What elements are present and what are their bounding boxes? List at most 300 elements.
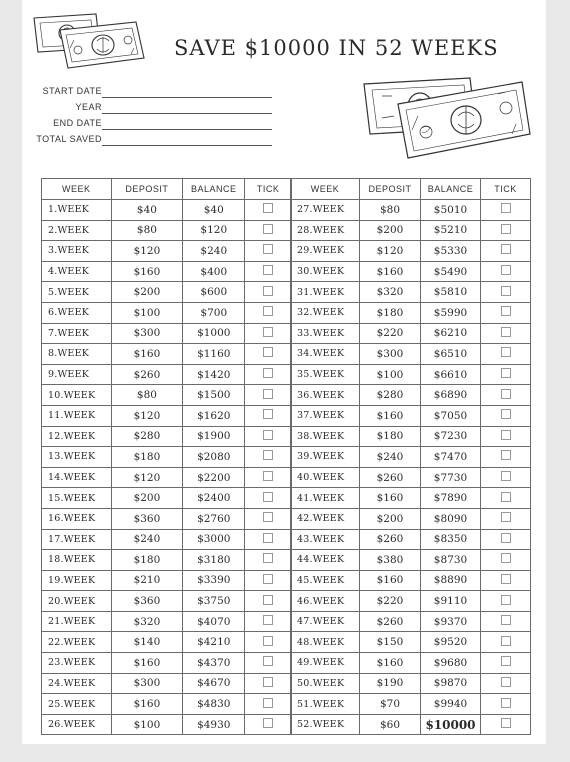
- tick-checkbox[interactable]: [263, 574, 273, 584]
- table-row: [42, 467, 292, 488]
- tick-checkbox[interactable]: [501, 389, 511, 399]
- tick-cell: [481, 220, 531, 241]
- tick-checkbox[interactable]: [501, 450, 511, 460]
- tick-cell: [245, 447, 292, 468]
- balance-cell: $9370: [421, 611, 481, 632]
- table-row: [42, 261, 292, 282]
- week-cell: 25.WEEK: [42, 694, 112, 715]
- tick-cell: [481, 385, 531, 406]
- tick-checkbox[interactable]: [263, 595, 273, 605]
- deposit-header: DEPOSIT: [111, 179, 183, 200]
- tick-cell: [245, 323, 292, 344]
- tick-checkbox[interactable]: [263, 450, 273, 460]
- deposit-cell: $360: [111, 508, 183, 529]
- tick-cell: [245, 694, 292, 715]
- tick-checkbox[interactable]: [501, 574, 511, 584]
- balance-cell: $600: [183, 282, 245, 303]
- tick-checkbox[interactable]: [263, 718, 273, 728]
- balance-cell: $9520: [421, 632, 481, 653]
- deposit-cell: $160: [111, 261, 183, 282]
- deposit-cell: $300: [111, 323, 183, 344]
- tick-checkbox[interactable]: [263, 512, 273, 522]
- week-cell: 52.WEEK: [291, 714, 360, 735]
- tick-checkbox[interactable]: [501, 327, 511, 337]
- balance-cell: $1160: [183, 344, 245, 365]
- week-cell: 9.WEEK: [42, 364, 112, 385]
- deposit-cell: $160: [360, 261, 421, 282]
- week-cell: 20.WEEK: [42, 591, 112, 612]
- table-row: [291, 694, 531, 715]
- tick-cell: [481, 282, 531, 303]
- weeks-1-26-table: [41, 178, 292, 735]
- balance-cell: $9940: [421, 694, 481, 715]
- week-cell: 24.WEEK: [42, 673, 112, 694]
- deposit-cell: $80: [111, 385, 183, 406]
- table-row: [291, 200, 531, 221]
- tick-checkbox[interactable]: [501, 306, 511, 316]
- table-row: [291, 653, 531, 674]
- balance-cell: $3180: [183, 550, 245, 571]
- week-cell: 7.WEEK: [42, 323, 112, 344]
- tick-checkbox[interactable]: [263, 409, 273, 419]
- deposit-header: DEPOSIT: [360, 179, 421, 200]
- table-row: [291, 488, 531, 509]
- deposit-cell: $160: [360, 570, 421, 591]
- deposit-cell: $180: [111, 447, 183, 468]
- tick-cell: [481, 673, 531, 694]
- balance-cell: $2400: [183, 488, 245, 509]
- week-cell: 49.WEEK: [291, 653, 360, 674]
- tick-cell: [481, 611, 531, 632]
- deposit-cell: $150: [360, 632, 421, 653]
- week-cell: 44.WEEK: [291, 550, 360, 571]
- tick-checkbox[interactable]: [263, 677, 273, 687]
- table-row: [42, 282, 292, 303]
- tick-cell: [481, 302, 531, 323]
- deposit-cell: $300: [111, 673, 183, 694]
- tick-checkbox[interactable]: [501, 368, 511, 378]
- week-cell: 2.WEEK: [42, 220, 112, 241]
- deposit-cell: $70: [360, 694, 421, 715]
- tick-checkbox[interactable]: [501, 656, 511, 666]
- table-row: [291, 570, 531, 591]
- week-cell: 47.WEEK: [291, 611, 360, 632]
- tick-checkbox[interactable]: [263, 389, 273, 399]
- week-cell: 1.WEEK: [42, 200, 112, 221]
- week-cell: 33.WEEK: [291, 323, 360, 344]
- deposit-cell: $280: [111, 426, 183, 447]
- deposit-cell: $220: [360, 323, 421, 344]
- table-row: [42, 220, 292, 241]
- tick-cell: [481, 323, 531, 344]
- tick-header: TICK: [245, 179, 292, 200]
- total-saved-line[interactable]: [102, 145, 272, 146]
- tick-cell: [481, 241, 531, 262]
- balance-cell: $7470: [421, 447, 481, 468]
- week-cell: 41.WEEK: [291, 488, 360, 509]
- week-cell: 6.WEEK: [42, 302, 112, 323]
- tick-cell: [481, 694, 531, 715]
- balance-cell: $4210: [183, 632, 245, 653]
- tick-checkbox[interactable]: [501, 224, 511, 234]
- tick-cell: [481, 570, 531, 591]
- balance-cell: $8350: [421, 529, 481, 550]
- tick-cell: [245, 714, 292, 735]
- tick-checkbox[interactable]: [263, 430, 273, 440]
- table-row: [42, 488, 292, 509]
- deposit-cell: $140: [111, 632, 183, 653]
- tick-checkbox[interactable]: [501, 471, 511, 481]
- deposit-cell: $60: [360, 714, 421, 735]
- table-row: [291, 364, 531, 385]
- week-cell: 37.WEEK: [291, 405, 360, 426]
- tick-cell: [481, 447, 531, 468]
- table-row: [42, 405, 292, 426]
- tick-checkbox[interactable]: [501, 347, 511, 357]
- table-row: [291, 591, 531, 612]
- table-row: [291, 344, 531, 365]
- balance-cell: $3390: [183, 570, 245, 591]
- balance-cell: $6210: [421, 323, 481, 344]
- start-date-line[interactable]: [102, 97, 272, 98]
- balance-cell: $120: [183, 220, 245, 241]
- week-cell: 39.WEEK: [291, 447, 360, 468]
- deposit-cell: $160: [111, 694, 183, 715]
- tick-cell: [245, 488, 292, 509]
- table-row: [291, 529, 531, 550]
- week-cell: 12.WEEK: [42, 426, 112, 447]
- week-cell: 14.WEEK: [42, 467, 112, 488]
- week-cell: 32.WEEK: [291, 302, 360, 323]
- tick-checkbox[interactable]: [501, 595, 511, 605]
- tick-checkbox[interactable]: [263, 327, 273, 337]
- tick-checkbox[interactable]: [263, 636, 273, 646]
- week-cell: 26.WEEK: [42, 714, 112, 735]
- tick-cell: [245, 385, 292, 406]
- deposit-cell: $280: [360, 385, 421, 406]
- week-cell: 40.WEEK: [291, 467, 360, 488]
- tick-cell: [481, 714, 531, 735]
- tick-cell: [245, 611, 292, 632]
- table-row: [291, 714, 531, 735]
- tick-checkbox[interactable]: [501, 718, 511, 728]
- table-row: [291, 467, 531, 488]
- table-row: [42, 447, 292, 468]
- week-cell: 21.WEEK: [42, 611, 112, 632]
- week-cell: 15.WEEK: [42, 488, 112, 509]
- week-cell: 8.WEEK: [42, 344, 112, 365]
- table-row: [42, 241, 292, 262]
- tick-checkbox[interactable]: [501, 698, 511, 708]
- tick-checkbox[interactable]: [501, 265, 511, 275]
- deposit-cell: $210: [111, 570, 183, 591]
- deposit-cell: $260: [111, 364, 183, 385]
- tick-checkbox[interactable]: [263, 244, 273, 254]
- week-cell: 22.WEEK: [42, 632, 112, 653]
- week-cell: 46.WEEK: [291, 591, 360, 612]
- table-header-row: [291, 179, 531, 200]
- balance-cell: $7050: [421, 405, 481, 426]
- balance-cell: $2760: [183, 508, 245, 529]
- deposit-cell: $120: [111, 405, 183, 426]
- deposit-cell: $320: [360, 282, 421, 303]
- week-header: WEEK: [42, 179, 112, 200]
- tick-checkbox[interactable]: [263, 471, 273, 481]
- tick-checkbox[interactable]: [263, 615, 273, 625]
- week-cell: 45.WEEK: [291, 570, 360, 591]
- tick-cell: [245, 241, 292, 262]
- week-cell: 28.WEEK: [291, 220, 360, 241]
- tick-cell: [481, 653, 531, 674]
- tick-checkbox[interactable]: [263, 265, 273, 275]
- tick-checkbox[interactable]: [501, 636, 511, 646]
- page-title: SAVE $10000 IN 52 WEEKS: [174, 36, 499, 60]
- balance-cell: $5990: [421, 302, 481, 323]
- tick-cell: [481, 405, 531, 426]
- deposit-cell: $100: [111, 302, 183, 323]
- tick-checkbox[interactable]: [501, 430, 511, 440]
- tick-cell: [245, 364, 292, 385]
- tick-checkbox[interactable]: [263, 656, 273, 666]
- balance-cell: $3750: [183, 591, 245, 612]
- balance-cell: $6510: [421, 344, 481, 365]
- tick-cell: [245, 200, 292, 221]
- deposit-cell: $220: [360, 591, 421, 612]
- table-row: [42, 570, 292, 591]
- balance-cell: $7890: [421, 488, 481, 509]
- week-cell: 13.WEEK: [42, 447, 112, 468]
- table-row: [42, 200, 292, 221]
- deposit-cell: $200: [111, 488, 183, 509]
- week-cell: 11.WEEK: [42, 405, 112, 426]
- deposit-cell: $260: [360, 611, 421, 632]
- week-cell: 23.WEEK: [42, 653, 112, 674]
- balance-cell: $1900: [183, 426, 245, 447]
- tick-cell: [245, 261, 292, 282]
- balance-header: BALANCE: [183, 179, 245, 200]
- money-bills-icon: [358, 72, 538, 164]
- weeks-27-52-table: [290, 178, 531, 735]
- table-row: [42, 323, 292, 344]
- deposit-cell: $200: [360, 220, 421, 241]
- balance-cell: $10000: [421, 714, 481, 735]
- deposit-cell: $240: [111, 529, 183, 550]
- tick-checkbox[interactable]: [501, 677, 511, 687]
- table-row: [42, 529, 292, 550]
- tick-checkbox[interactable]: [501, 615, 511, 625]
- end-date-line[interactable]: [102, 129, 272, 130]
- table-header-row: [42, 179, 292, 200]
- balance-cell: $7730: [421, 467, 481, 488]
- balance-cell: $700: [183, 302, 245, 323]
- deposit-cell: $80: [111, 220, 183, 241]
- deposit-cell: $160: [111, 653, 183, 674]
- deposit-cell: $40: [111, 200, 183, 221]
- balance-cell: $6890: [421, 385, 481, 406]
- total-saved-label: TOTAL SAVED: [36, 134, 102, 144]
- balance-cell: $5490: [421, 261, 481, 282]
- tick-cell: [245, 467, 292, 488]
- tick-checkbox[interactable]: [501, 553, 511, 563]
- deposit-cell: $360: [111, 591, 183, 612]
- deposit-cell: $320: [111, 611, 183, 632]
- tick-checkbox[interactable]: [263, 492, 273, 502]
- tick-cell: [245, 550, 292, 571]
- tick-cell: [481, 467, 531, 488]
- table-row: [291, 426, 531, 447]
- week-cell: 34.WEEK: [291, 344, 360, 365]
- tick-checkbox[interactable]: [263, 306, 273, 316]
- deposit-cell: $300: [360, 344, 421, 365]
- week-cell: 3.WEEK: [42, 241, 112, 262]
- tick-cell: [481, 426, 531, 447]
- table-row: [291, 220, 531, 241]
- balance-cell: $5210: [421, 220, 481, 241]
- tick-cell: [481, 344, 531, 365]
- tick-checkbox[interactable]: [263, 224, 273, 234]
- table-row: [291, 302, 531, 323]
- table-row: [42, 591, 292, 612]
- tick-checkbox[interactable]: [263, 203, 273, 213]
- tick-cell: [245, 344, 292, 365]
- week-cell: 42.WEEK: [291, 508, 360, 529]
- deposit-cell: $260: [360, 467, 421, 488]
- tick-checkbox[interactable]: [501, 244, 511, 254]
- table-row: [291, 261, 531, 282]
- tick-cell: [481, 632, 531, 653]
- balance-cell: $2080: [183, 447, 245, 468]
- deposit-cell: $190: [360, 673, 421, 694]
- table-row: [291, 611, 531, 632]
- tick-checkbox[interactable]: [501, 409, 511, 419]
- table-row: [291, 673, 531, 694]
- money-bills-icon: [30, 10, 154, 74]
- week-cell: 18.WEEK: [42, 550, 112, 571]
- balance-cell: $8090: [421, 508, 481, 529]
- table-row: [42, 632, 292, 653]
- balance-cell: $4830: [183, 694, 245, 715]
- tick-checkbox[interactable]: [263, 698, 273, 708]
- balance-cell: $40: [183, 200, 245, 221]
- week-cell: 36.WEEK: [291, 385, 360, 406]
- tick-checkbox[interactable]: [501, 203, 511, 213]
- balance-cell: $8730: [421, 550, 481, 571]
- tick-cell: [245, 508, 292, 529]
- tick-cell: [245, 302, 292, 323]
- week-cell: 38.WEEK: [291, 426, 360, 447]
- tick-cell: [245, 426, 292, 447]
- tick-checkbox[interactable]: [501, 492, 511, 502]
- table-row: [42, 653, 292, 674]
- balance-cell: $5010: [421, 200, 481, 221]
- table-row: [42, 344, 292, 365]
- week-header: WEEK: [291, 179, 360, 200]
- tick-checkbox[interactable]: [263, 286, 273, 296]
- tick-checkbox[interactable]: [263, 347, 273, 357]
- tick-checkbox[interactable]: [263, 553, 273, 563]
- tick-cell: [481, 200, 531, 221]
- tick-cell: [481, 508, 531, 529]
- deposit-cell: $200: [111, 282, 183, 303]
- deposit-cell: $180: [360, 426, 421, 447]
- deposit-cell: $160: [360, 405, 421, 426]
- week-cell: 10.WEEK: [42, 385, 112, 406]
- table-row: [291, 632, 531, 653]
- table-row: [291, 405, 531, 426]
- deposit-cell: $160: [111, 344, 183, 365]
- savings-sheet: [22, 0, 546, 744]
- balance-cell: $9680: [421, 653, 481, 674]
- week-cell: 19.WEEK: [42, 570, 112, 591]
- week-cell: 27.WEEK: [291, 200, 360, 221]
- tick-checkbox[interactable]: [501, 533, 511, 543]
- deposit-cell: $180: [111, 550, 183, 571]
- balance-header: BALANCE: [421, 179, 481, 200]
- table-row: [291, 385, 531, 406]
- deposit-cell: $240: [360, 447, 421, 468]
- week-cell: 16.WEEK: [42, 508, 112, 529]
- tick-cell: [481, 529, 531, 550]
- deposit-cell: $200: [360, 508, 421, 529]
- tick-cell: [481, 261, 531, 282]
- tick-cell: [481, 550, 531, 571]
- deposit-cell: $120: [111, 467, 183, 488]
- table-row: [291, 447, 531, 468]
- table-row: [42, 302, 292, 323]
- balance-cell: $4930: [183, 714, 245, 735]
- week-cell: 29.WEEK: [291, 241, 360, 262]
- deposit-cell: $260: [360, 529, 421, 550]
- tick-checkbox[interactable]: [501, 512, 511, 522]
- deposit-cell: $100: [360, 364, 421, 385]
- tick-checkbox[interactable]: [263, 533, 273, 543]
- tick-checkbox[interactable]: [263, 368, 273, 378]
- balance-cell: $1500: [183, 385, 245, 406]
- deposit-cell: $160: [360, 653, 421, 674]
- balance-cell: $1420: [183, 364, 245, 385]
- week-cell: 31.WEEK: [291, 282, 360, 303]
- tick-cell: [245, 570, 292, 591]
- tick-checkbox[interactable]: [501, 286, 511, 296]
- balance-cell: $5330: [421, 241, 481, 262]
- tick-cell: [245, 529, 292, 550]
- table-row: [42, 714, 292, 735]
- week-cell: 50.WEEK: [291, 673, 360, 694]
- balance-cell: $4670: [183, 673, 245, 694]
- balance-cell: $3000: [183, 529, 245, 550]
- table-row: [42, 694, 292, 715]
- tick-cell: [481, 488, 531, 509]
- table-row: [291, 508, 531, 529]
- table-row: [291, 323, 531, 344]
- balance-cell: $400: [183, 261, 245, 282]
- table-row: [42, 611, 292, 632]
- tick-cell: [245, 653, 292, 674]
- tick-cell: [245, 632, 292, 653]
- table-row: [42, 550, 292, 571]
- balance-cell: $240: [183, 241, 245, 262]
- balance-cell: $2200: [183, 467, 245, 488]
- week-cell: 5.WEEK: [42, 282, 112, 303]
- deposit-cell: $100: [111, 714, 183, 735]
- table-row: [42, 364, 292, 385]
- deposit-cell: $380: [360, 550, 421, 571]
- deposit-cell: $160: [360, 488, 421, 509]
- week-cell: 43.WEEK: [291, 529, 360, 550]
- deposit-cell: $120: [111, 241, 183, 262]
- week-cell: 48.WEEK: [291, 632, 360, 653]
- year-line[interactable]: [102, 113, 272, 114]
